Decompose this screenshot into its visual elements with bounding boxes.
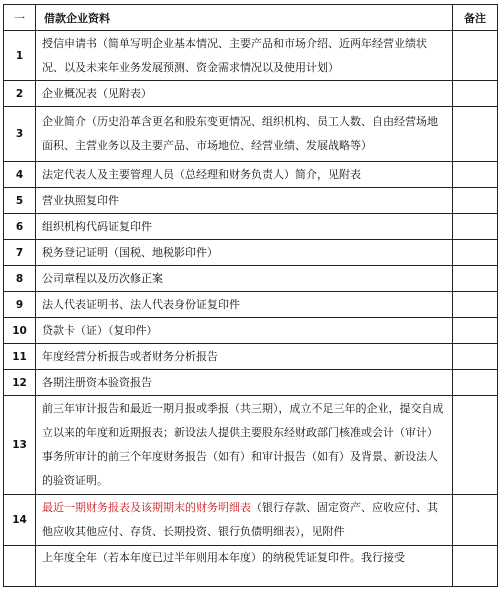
document-table [3, 4, 498, 587]
row-number: 11 [4, 344, 36, 370]
row-number: 3 [4, 107, 36, 162]
row-number: 6 [4, 214, 36, 240]
row-text: 公司章程以及历次修正案 [36, 266, 453, 292]
row-number: 2 [4, 81, 36, 107]
row-number: 4 [4, 162, 36, 188]
row-remark [453, 266, 498, 292]
table-row [4, 240, 498, 266]
row-text: 上年度全年（若本年度已过半年则用本年度）的纳税凭证复印件。我行接受 [36, 546, 453, 587]
header-title: 借款企业资料 [36, 5, 453, 31]
table-row [4, 370, 498, 396]
row-number: 7 [4, 240, 36, 266]
table-row [4, 396, 498, 495]
row-remark [453, 188, 498, 214]
row-number: 8 [4, 266, 36, 292]
row-number: 12 [4, 370, 36, 396]
row-remark [453, 81, 498, 107]
row-text: 授信申请书（简单写明企业基本情况、主要产品和市场介绍、近两年经营业绩状况、以及未来年业务发展预测、资金需求情况以及使用计划） [36, 31, 453, 81]
table-row [4, 188, 498, 214]
header-remarks: 备注 [453, 5, 498, 31]
table-row [4, 546, 498, 587]
row-number [4, 546, 36, 587]
row-remark [453, 318, 498, 344]
row-text: 法人代表证明书、法人代表身份证复印件 [36, 292, 453, 318]
row-text: 年度经营分析报告或者财务分析报告 [36, 344, 453, 370]
table-row [4, 214, 498, 240]
row-remark [453, 240, 498, 266]
row-text: 各期注册资本验资报告 [36, 370, 453, 396]
table-row [4, 31, 498, 81]
table-row [4, 292, 498, 318]
row-text [36, 495, 453, 546]
row-text: 营业执照复印件 [36, 188, 453, 214]
row-remark [453, 214, 498, 240]
row-text: 税务登记证明（国税、地税影印件） [36, 240, 453, 266]
row-text: 组织机构代码证复印件 [36, 214, 453, 240]
row-remark [453, 162, 498, 188]
header-row [4, 5, 498, 31]
row-text: 企业概况表（见附表） [36, 81, 453, 107]
table-row [4, 318, 498, 344]
table-row [4, 162, 498, 188]
row-remark [453, 396, 498, 495]
row-remark [453, 370, 498, 396]
table-row [4, 81, 498, 107]
row-remark [453, 31, 498, 81]
table-row [4, 266, 498, 292]
row-number: 1 [4, 31, 36, 81]
row-text: 法定代表人及主要管理人员（总经理和财务负责人）简介，见附表 [36, 162, 453, 188]
row-remark [453, 292, 498, 318]
table-row [4, 107, 498, 162]
row-number: 9 [4, 292, 36, 318]
row-remark [453, 546, 498, 587]
row-number: 5 [4, 188, 36, 214]
row-remark [453, 107, 498, 162]
header-index: 一 [4, 5, 36, 31]
row-text: 贷款卡（证）（复印件） [36, 318, 453, 344]
row-text-rest: （银行存款、固定资产、应收应付、其他应收其他应付、存货、长期投资、银行负债明细表），见附件 [42, 501, 438, 538]
row-remark [453, 344, 498, 370]
row-text: 前三年审计报告和最近一期月报或季报（共三期），成立不足三年的企业，提交自成立以来的年度和近期报表；新设法人提供主要股东经财政部门核准或会计（审计）事务所审计的前三个年度财务报告（如有）和审计报告（如有）及背景、新设法人的验资证明。 [36, 396, 453, 495]
row-number: 13 [4, 396, 36, 495]
row-text: 企业简介（历史沿革含更名和股东变更情况、组织机构、员工人数、自由经营场地面积、主营业务以及主要产品、市场地位、经营业绩、发展战略等） [36, 107, 453, 162]
row-remark [453, 495, 498, 546]
table-row [4, 495, 498, 546]
table-row [4, 344, 498, 370]
row-number: 10 [4, 318, 36, 344]
highlighted-text: 最近一期财务报表及该期期末的财务明细表 [42, 501, 251, 514]
row-number: 14 [4, 495, 36, 546]
